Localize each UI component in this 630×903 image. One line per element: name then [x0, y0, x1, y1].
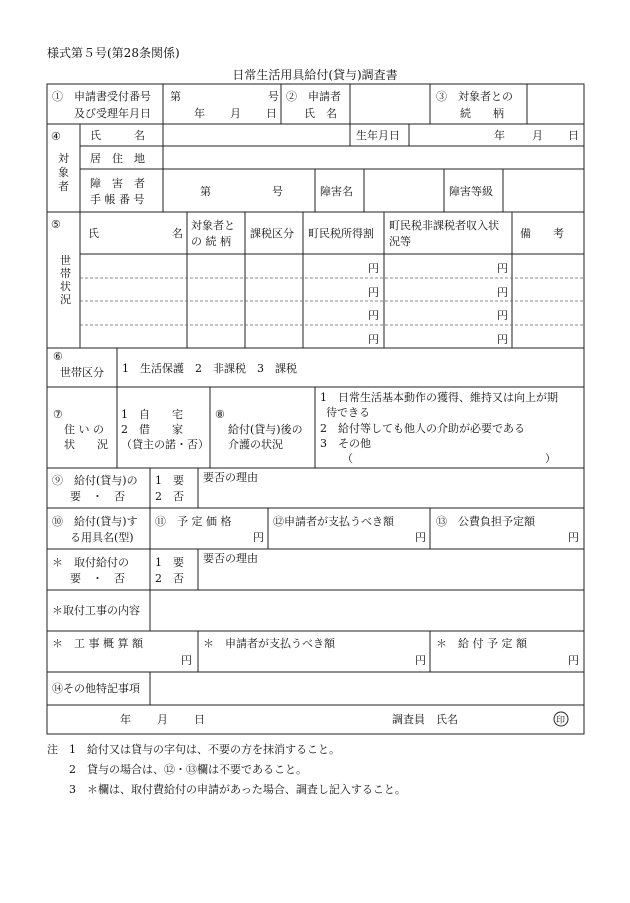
- note-2: 2 貸与の場合は、⑫・⑬欄は不要であること。: [47, 763, 307, 776]
- yen-r2-c1: 円: [368, 286, 379, 299]
- dob-year: 年: [494, 129, 505, 142]
- public-burden-label: ⑬ 公費負担予定額: [436, 515, 535, 528]
- care-other-close-paren: ）: [545, 452, 556, 465]
- applicant-pay-estimate-label: ＊ 申請者が支払うべき額: [203, 637, 335, 650]
- relation-label-2: 続 柄: [460, 107, 504, 120]
- care-option-1b: 待できる: [326, 406, 370, 419]
- estimated-cost-label: ＊ 工 事 概 算 額: [52, 637, 143, 650]
- name-label: 氏 名: [90, 129, 145, 142]
- receipt-no-label-2: 及び受理年月日: [52, 107, 151, 120]
- housing-option-rent: 2 借 家: [121, 423, 183, 436]
- equipment-name-label-1: ⑩ 給付(貸与)す: [52, 515, 138, 528]
- sec4-num: ④: [51, 130, 61, 143]
- survey-year: 年: [120, 713, 131, 726]
- installation-work-label: ＊取付工事の内容: [52, 604, 140, 617]
- applicant-name-label: 氏 名: [304, 107, 337, 120]
- address-label: 居 住 地: [90, 152, 145, 165]
- relation-label-1: ③ 対象者との: [436, 90, 513, 103]
- provision-need-label-2: 要 ・ 否: [70, 490, 125, 503]
- investigator-name-label: 調査員 氏名: [392, 713, 458, 726]
- housing-option-own: 1 自 宅: [121, 408, 183, 421]
- household-relation-header-2: の 続 柄: [191, 235, 231, 248]
- receipt-no-label-1: ① 申請書受付番号: [52, 90, 151, 103]
- notes-section: [47, 740, 406, 800]
- form-number: 様式第５号(第28条関係): [47, 46, 180, 60]
- installation-need-label-2: 要 ・ 否: [70, 572, 125, 585]
- sec4-vert-2: 象: [58, 166, 69, 179]
- sec4-vert-1: 対: [58, 152, 69, 165]
- sec8-num: ⑧: [215, 408, 225, 421]
- disability-grade-label: 障害等級: [449, 185, 493, 198]
- applicant-payment-yen: 円: [415, 531, 426, 544]
- planned-price-label: ⑪ 予 定 価 格: [155, 515, 232, 528]
- household-name-header: 氏: [88, 227, 99, 240]
- care-other-open-paren: （: [342, 452, 353, 465]
- handbook-go: 号: [272, 185, 283, 198]
- note-3: 3 ＊欄は、取付費給付の申請があった場合、調査し記入すること。: [47, 783, 406, 796]
- sec5-num: ⑤: [51, 218, 61, 231]
- care-option-2: 2 給付等しても他人の介助が必要である: [320, 422, 525, 435]
- non-taxable-header-2: 況等: [389, 235, 411, 248]
- note-1: 注 1 給付又は貸与の字句は、不要の方を抹消すること。: [47, 743, 340, 756]
- household-relation-header-1: 対象者と: [191, 219, 235, 232]
- household-name-header-2: 名: [172, 227, 183, 240]
- housing-label-1: 住 い の: [64, 423, 104, 436]
- yen-r2-c2: 円: [497, 286, 508, 299]
- sec5-vert-2: 帯: [60, 267, 71, 280]
- public-burden-yen: 円: [568, 531, 579, 544]
- non-taxable-header-1: 町民税非課税者収入状: [389, 219, 499, 232]
- handbook-label-2: 手 帳 番 号: [90, 193, 145, 206]
- sec4-vert-3: 者: [58, 180, 69, 193]
- yen-r3-c1: 円: [368, 309, 379, 322]
- installation-reason-label: 要否の理由: [203, 552, 258, 565]
- planned-provision-yen: 円: [568, 654, 579, 667]
- survey-month: 月: [157, 713, 168, 726]
- handbook-dai: 第: [200, 185, 211, 198]
- dob-month: 月: [532, 129, 543, 142]
- income-tax-header: 町民税所得割: [308, 227, 374, 240]
- yen-r1-c2: 円: [497, 262, 508, 275]
- seal-mark: 印: [556, 716, 566, 726]
- installation-need-label-1: ＊ 取付給付の: [52, 556, 129, 569]
- applicant-pay-estimate-yen: 円: [415, 654, 426, 667]
- equipment-name-label-2: る用具名(型): [70, 531, 134, 544]
- sec7-num: ⑦: [53, 408, 63, 421]
- sec6-num: ⑥: [53, 350, 63, 363]
- estimated-cost-yen: 円: [181, 654, 192, 667]
- yen-r3-c2: 円: [497, 309, 508, 322]
- provision-need-yes: 1 要: [155, 474, 184, 487]
- dob-day: 日: [568, 129, 579, 142]
- receipt-dai: 第: [170, 90, 181, 103]
- disability-name-label: 障害名: [320, 185, 353, 198]
- sec5-vert-1: 世: [60, 254, 71, 267]
- sec5-vert-4: 況: [60, 293, 71, 306]
- yen-r1-c1: 円: [368, 262, 379, 275]
- care-status-label-2: 介護の状況: [228, 438, 283, 451]
- care-option-1: 1 日常生活基本動作の獲得、維持又は向上が期: [320, 391, 558, 404]
- provision-need-no: 2 否: [155, 490, 184, 503]
- receipt-go: 号: [268, 90, 279, 103]
- housing-label-2: 状 況: [64, 438, 108, 451]
- receipt-month: 月: [230, 107, 241, 120]
- installation-need-yes: 1 要: [155, 556, 184, 569]
- housing-option-landlord: （貸主の諾・否）: [121, 438, 209, 451]
- installation-need-no: 2 否: [155, 572, 184, 585]
- yen-r4-c1: 円: [368, 333, 379, 346]
- care-status-label-1: 給付(貸与)後の: [228, 423, 303, 436]
- planned-price-yen: 円: [253, 531, 264, 544]
- tax-class-header: 課税区分: [250, 227, 294, 240]
- planned-provision-label: ＊ 給 付 予 定 額: [436, 637, 527, 650]
- remarks-header: 備 考: [520, 227, 564, 240]
- other-notes-label: ⑭その他特記事項: [52, 682, 140, 695]
- applicant-payment-label: ⑫申請者が支払うべき額: [273, 515, 394, 528]
- applicant-label: ② 申請者: [286, 90, 341, 103]
- form-title: 日常生活用具給付(貸与)調査書: [232, 68, 398, 82]
- provision-need-label-1: ⑨ 給付(貸与)の: [52, 474, 138, 487]
- handbook-label-1: 障 害 者: [90, 177, 145, 190]
- provision-reason-label: 要否の理由: [203, 471, 258, 484]
- dob-label: 生年月日: [356, 129, 400, 142]
- yen-r4-c2: 円: [497, 333, 508, 346]
- receipt-year: 年: [194, 107, 205, 120]
- household-class-label: 世帯区分: [60, 366, 104, 379]
- sec5-vert-3: 状: [60, 280, 71, 293]
- household-class-options: 1 生活保護 2 非課税 3 課税: [122, 362, 297, 375]
- care-option-3: 3 その他: [320, 437, 371, 450]
- receipt-day: 日: [266, 107, 277, 120]
- survey-day: 日: [194, 713, 205, 726]
